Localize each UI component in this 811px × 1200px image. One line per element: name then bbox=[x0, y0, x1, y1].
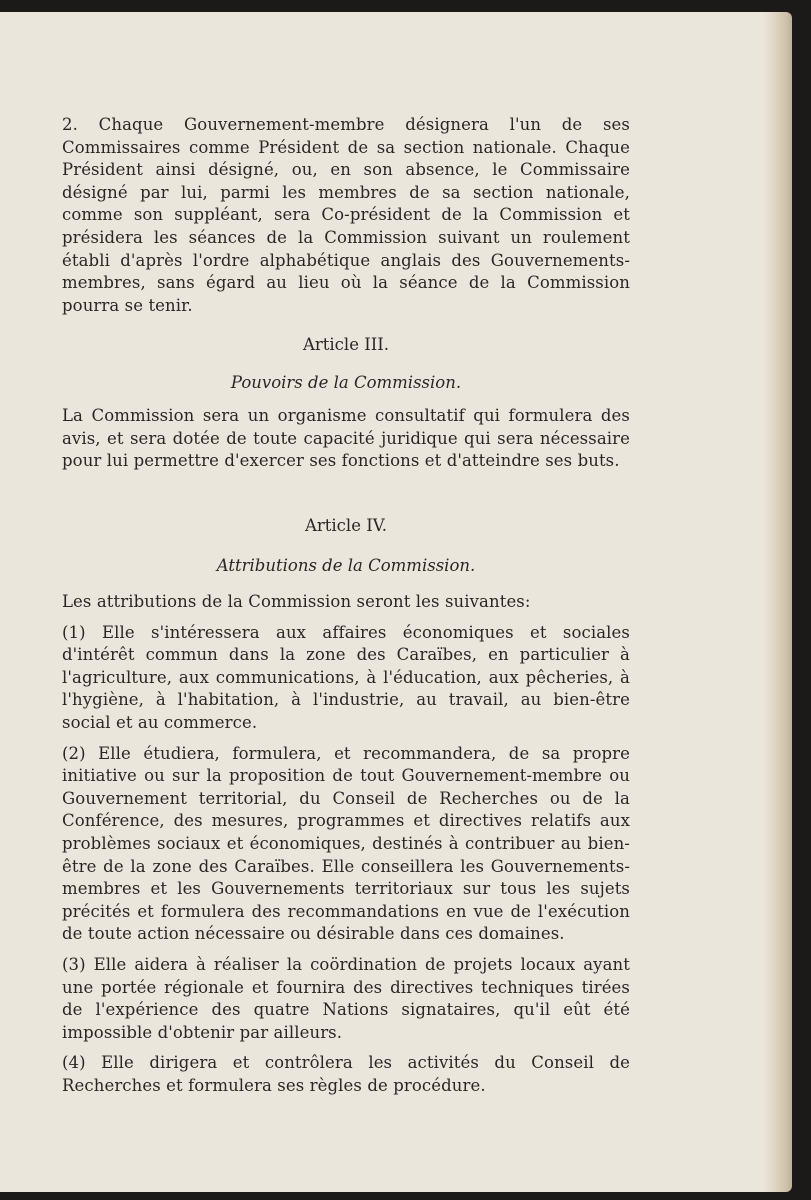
article3-heading: Article III. bbox=[302, 335, 390, 354]
article4-item-2: (2) Elle étudiera, formulera, et recommandera, de sa propre initiative ou sur la proposition de tout Gouvernement-membre ou Gouvernement territorial, du Conseil de Recherches ou de la Conférence, des mesures, programmes et directives relatifs aux problèmes sociaux et économiques, destinés à contribuer au bien-être de la zone des Caraïbes. Elle conseillera les Gouvernements-membres et les Gouvernements territoriaux sur tous les sujets précités et formulera des recommandations en vue de l'exécution de toute action nécessaire ou désirable dans ces domaines. bbox=[62, 743, 630, 944]
article3-body bbox=[62, 405, 630, 473]
article4-item-1: (1) Elle s'intéressera aux affaires économiques et sociales d'intérêt commun dans la zone des Caraïbes, en particulier à l'agriculture, aux communications, à l'éducation, aux pêcheries, à l'hygiène, à l'habitation, à l'industrie, au travail, au bien-être social et au commerce. bbox=[62, 622, 630, 732]
article4-item-3: (3) Elle aidera à réaliser la coördination de projets locaux ayant une portée régionale et fournira des directives techniques tirées de l'expérience des quatre Nations signataires, qu'il eût été impossible d'obtenir par ailleurs. bbox=[62, 954, 630, 1042]
article4-intro: Les attributions de la Commission seront les suivantes: bbox=[62, 592, 531, 611]
article4-subtitle: Attributions de la Commission. bbox=[216, 556, 476, 575]
article2-paragraph bbox=[62, 114, 630, 317]
article4-item-4: (4) Elle dirigera et contrôlera les activités du Conseil de Recherches et formulera ses règles de procédure. bbox=[62, 1053, 630, 1095]
article4-heading: Article IV. bbox=[304, 516, 388, 535]
page-edge bbox=[762, 12, 792, 1192]
article4-body bbox=[62, 591, 630, 1097]
article2-para2-text: 2. Chaque Gouvernement-membre désignera l'un de ses Commissaires comme Président de sa section nationale. Chaque Président ainsi désigné, ou, en son absence, le Commissaire désigné par lui, parmi les membres de sa section nationale, comme son suppléant, sera Co-président de la Commission et présidera les séances de la Commission suivant un roulement établi d'après l'ordre alphabétique anglais des Gouvernements-membres, sans égard au lieu où la séance de la Commission pourra se tenir. bbox=[62, 115, 630, 315]
article3-subtitle: Pouvoirs de la Commission. bbox=[230, 373, 462, 392]
article3-text: La Commission sera un organisme consultatif qui formulera des avis, et sera dotée de toute capacité juridique qui sera nécessaire pour lui permettre d'exercer ses fonctions et d'atteindre ses buts. bbox=[62, 406, 630, 471]
